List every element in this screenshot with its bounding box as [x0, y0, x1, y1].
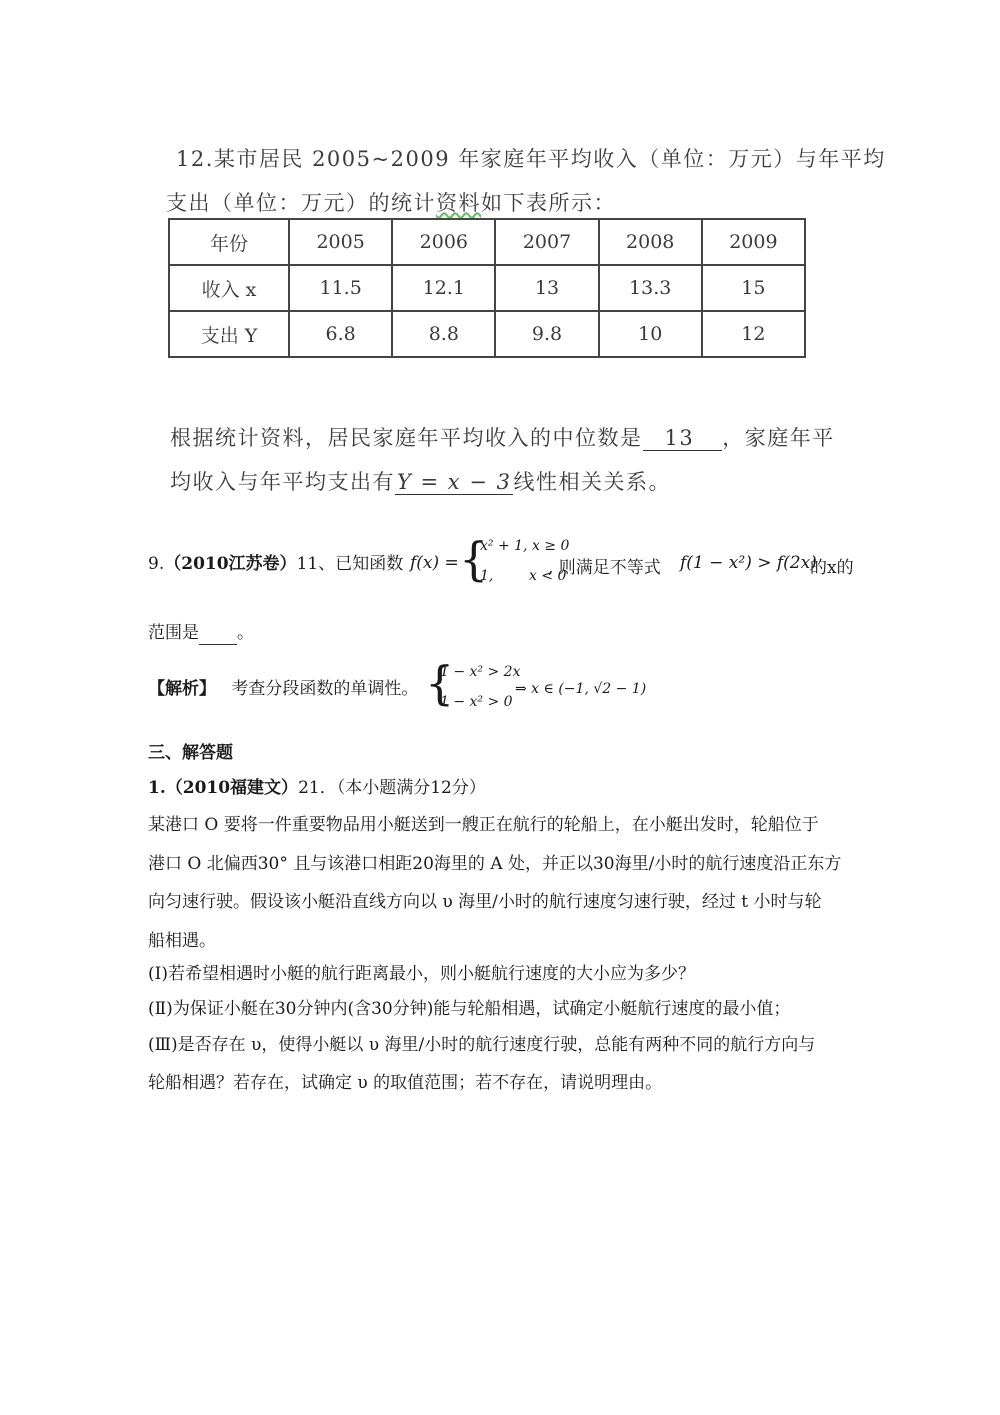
- problem9-range-label: 范围是: [148, 623, 199, 643]
- analysis-label: 【解析】: [148, 679, 216, 699]
- system-brace: {: [425, 656, 455, 710]
- table-cell: 13: [495, 265, 598, 311]
- question1-p4: 船相遇。: [148, 931, 216, 951]
- stats-table: [168, 218, 806, 358]
- table-header-row: [169, 219, 805, 265]
- analysis-line: [148, 678, 418, 700]
- table-cell: 11.5: [289, 265, 392, 311]
- table-header-cell: 2009: [702, 219, 805, 265]
- question1-head: [148, 777, 486, 799]
- system-result: ⇒ x ∈ (−1, √2 − 1): [515, 681, 647, 697]
- question1-p1: 某港口 O 要将一件重要物品用小艇送到一艘正在航行的轮船上，在小艇出发时，轮船位于: [148, 815, 819, 835]
- problem12-answer1: [170, 422, 835, 452]
- question1-p8: 轮船相遇？若存在，试确定 υ 的取值范围；若不存在，请说明理由。: [148, 1073, 663, 1093]
- table-cell: 12.1: [392, 265, 495, 311]
- piecewise-case1: x² + 1, x ≥ 0: [480, 538, 570, 554]
- problem9-text-a: 11、已知函数: [296, 554, 404, 574]
- problem12-line2-a: 支出（单位：万元）的统计: [166, 191, 436, 215]
- table-cell: 8.8: [392, 311, 495, 357]
- question1-part2: (Ⅱ)为保证小艇在30分钟内(含30分钟)能与轮船相遇，试确定小艇航行速度的最小值；: [148, 999, 791, 1019]
- table-header-cell: 2008: [599, 219, 702, 265]
- table-header-cell: 年份: [169, 219, 289, 265]
- table-cell: 12: [702, 311, 805, 357]
- question1-p3: 向匀速行驶。假设该小艇沿直线方向以 υ 海里/小时的航行速度匀速行驶，经过 t 小时与轮: [148, 892, 822, 912]
- problem9-text-b: , 则满足不等式: [548, 558, 661, 578]
- table-header-cell: 2005: [289, 219, 392, 265]
- answer-blank: [199, 622, 237, 645]
- table-header-cell: 2006: [392, 219, 495, 265]
- question1-p2: 港口 O 北偏西30° 且与该港口相距20海里的 A 处，并正以30海里/小时的航行速度沿正东方: [148, 854, 842, 874]
- system-eq2: 1 − x² > 0: [440, 694, 513, 710]
- question1-part3: (Ⅲ)是否存在 υ，使得小艇以 υ 海里/小时的航行速度行驶，总能有两种不同的航行方向与: [148, 1035, 816, 1055]
- table-cell: 10: [599, 311, 702, 357]
- section-title: 三、解答题: [148, 743, 233, 763]
- table-cell: 15: [702, 265, 805, 311]
- problem9-line1: [148, 553, 403, 575]
- problem9-text-c: 的x的: [810, 558, 854, 578]
- problem9-range-end: 。: [237, 623, 254, 643]
- problem12-answer2: [170, 466, 671, 496]
- piecewise-brace: {: [459, 532, 489, 586]
- question1-part1: (Ⅰ)若希望相遇时小艇的航行距离最小，则小艇航行速度的大小应为多少？: [148, 964, 695, 984]
- function-fx: f(x) =: [410, 553, 459, 573]
- table-cell: 13.3: [599, 265, 702, 311]
- table-cell: 收入 x: [169, 265, 289, 311]
- question1-score: 21．（本小题满分12分）: [298, 778, 486, 798]
- answer1-blank: 13: [643, 426, 723, 451]
- answer1-pre: 根据统计资料，居民家庭年平均收入的中位数是: [170, 426, 643, 450]
- problem12-line2: [166, 187, 616, 217]
- table-header-cell: 2007: [495, 219, 598, 265]
- problem9-source: （2010江苏卷）: [164, 554, 297, 574]
- table-cell: 9.8: [495, 311, 598, 357]
- table-cell: 6.8: [289, 311, 392, 357]
- table-row: [169, 311, 805, 357]
- question1-source: 1.（2010福建文）: [148, 778, 299, 798]
- problem12-line2-b: 资料: [436, 191, 481, 215]
- problem12-line2-c: 如下表所示：: [481, 191, 616, 215]
- inequality: f(1 − x²) > f(2x): [680, 553, 817, 573]
- table-row: [169, 265, 805, 311]
- problem9-line2: [148, 622, 254, 645]
- piecewise-case2: 1, x < 0: [480, 568, 567, 584]
- answer2-post: 线性相关关系。: [513, 470, 671, 494]
- answer2-blank: Y = x − 3: [397, 470, 512, 494]
- analysis-text: 考查分段函数的单调性。: [231, 679, 419, 699]
- system-eq1: 1 − x² > 2x: [440, 664, 521, 680]
- problem9-num: 9.: [148, 554, 165, 574]
- problem12-line1: 12.某市居民 2005~2009 年家庭年平均收入（单位：万元）与年平均: [176, 147, 886, 171]
- answer2-pre: 均收入与年平均支出有: [170, 470, 395, 494]
- table-cell: 支出 Y: [169, 311, 289, 357]
- answer1-post: ，家庭年平: [722, 426, 835, 450]
